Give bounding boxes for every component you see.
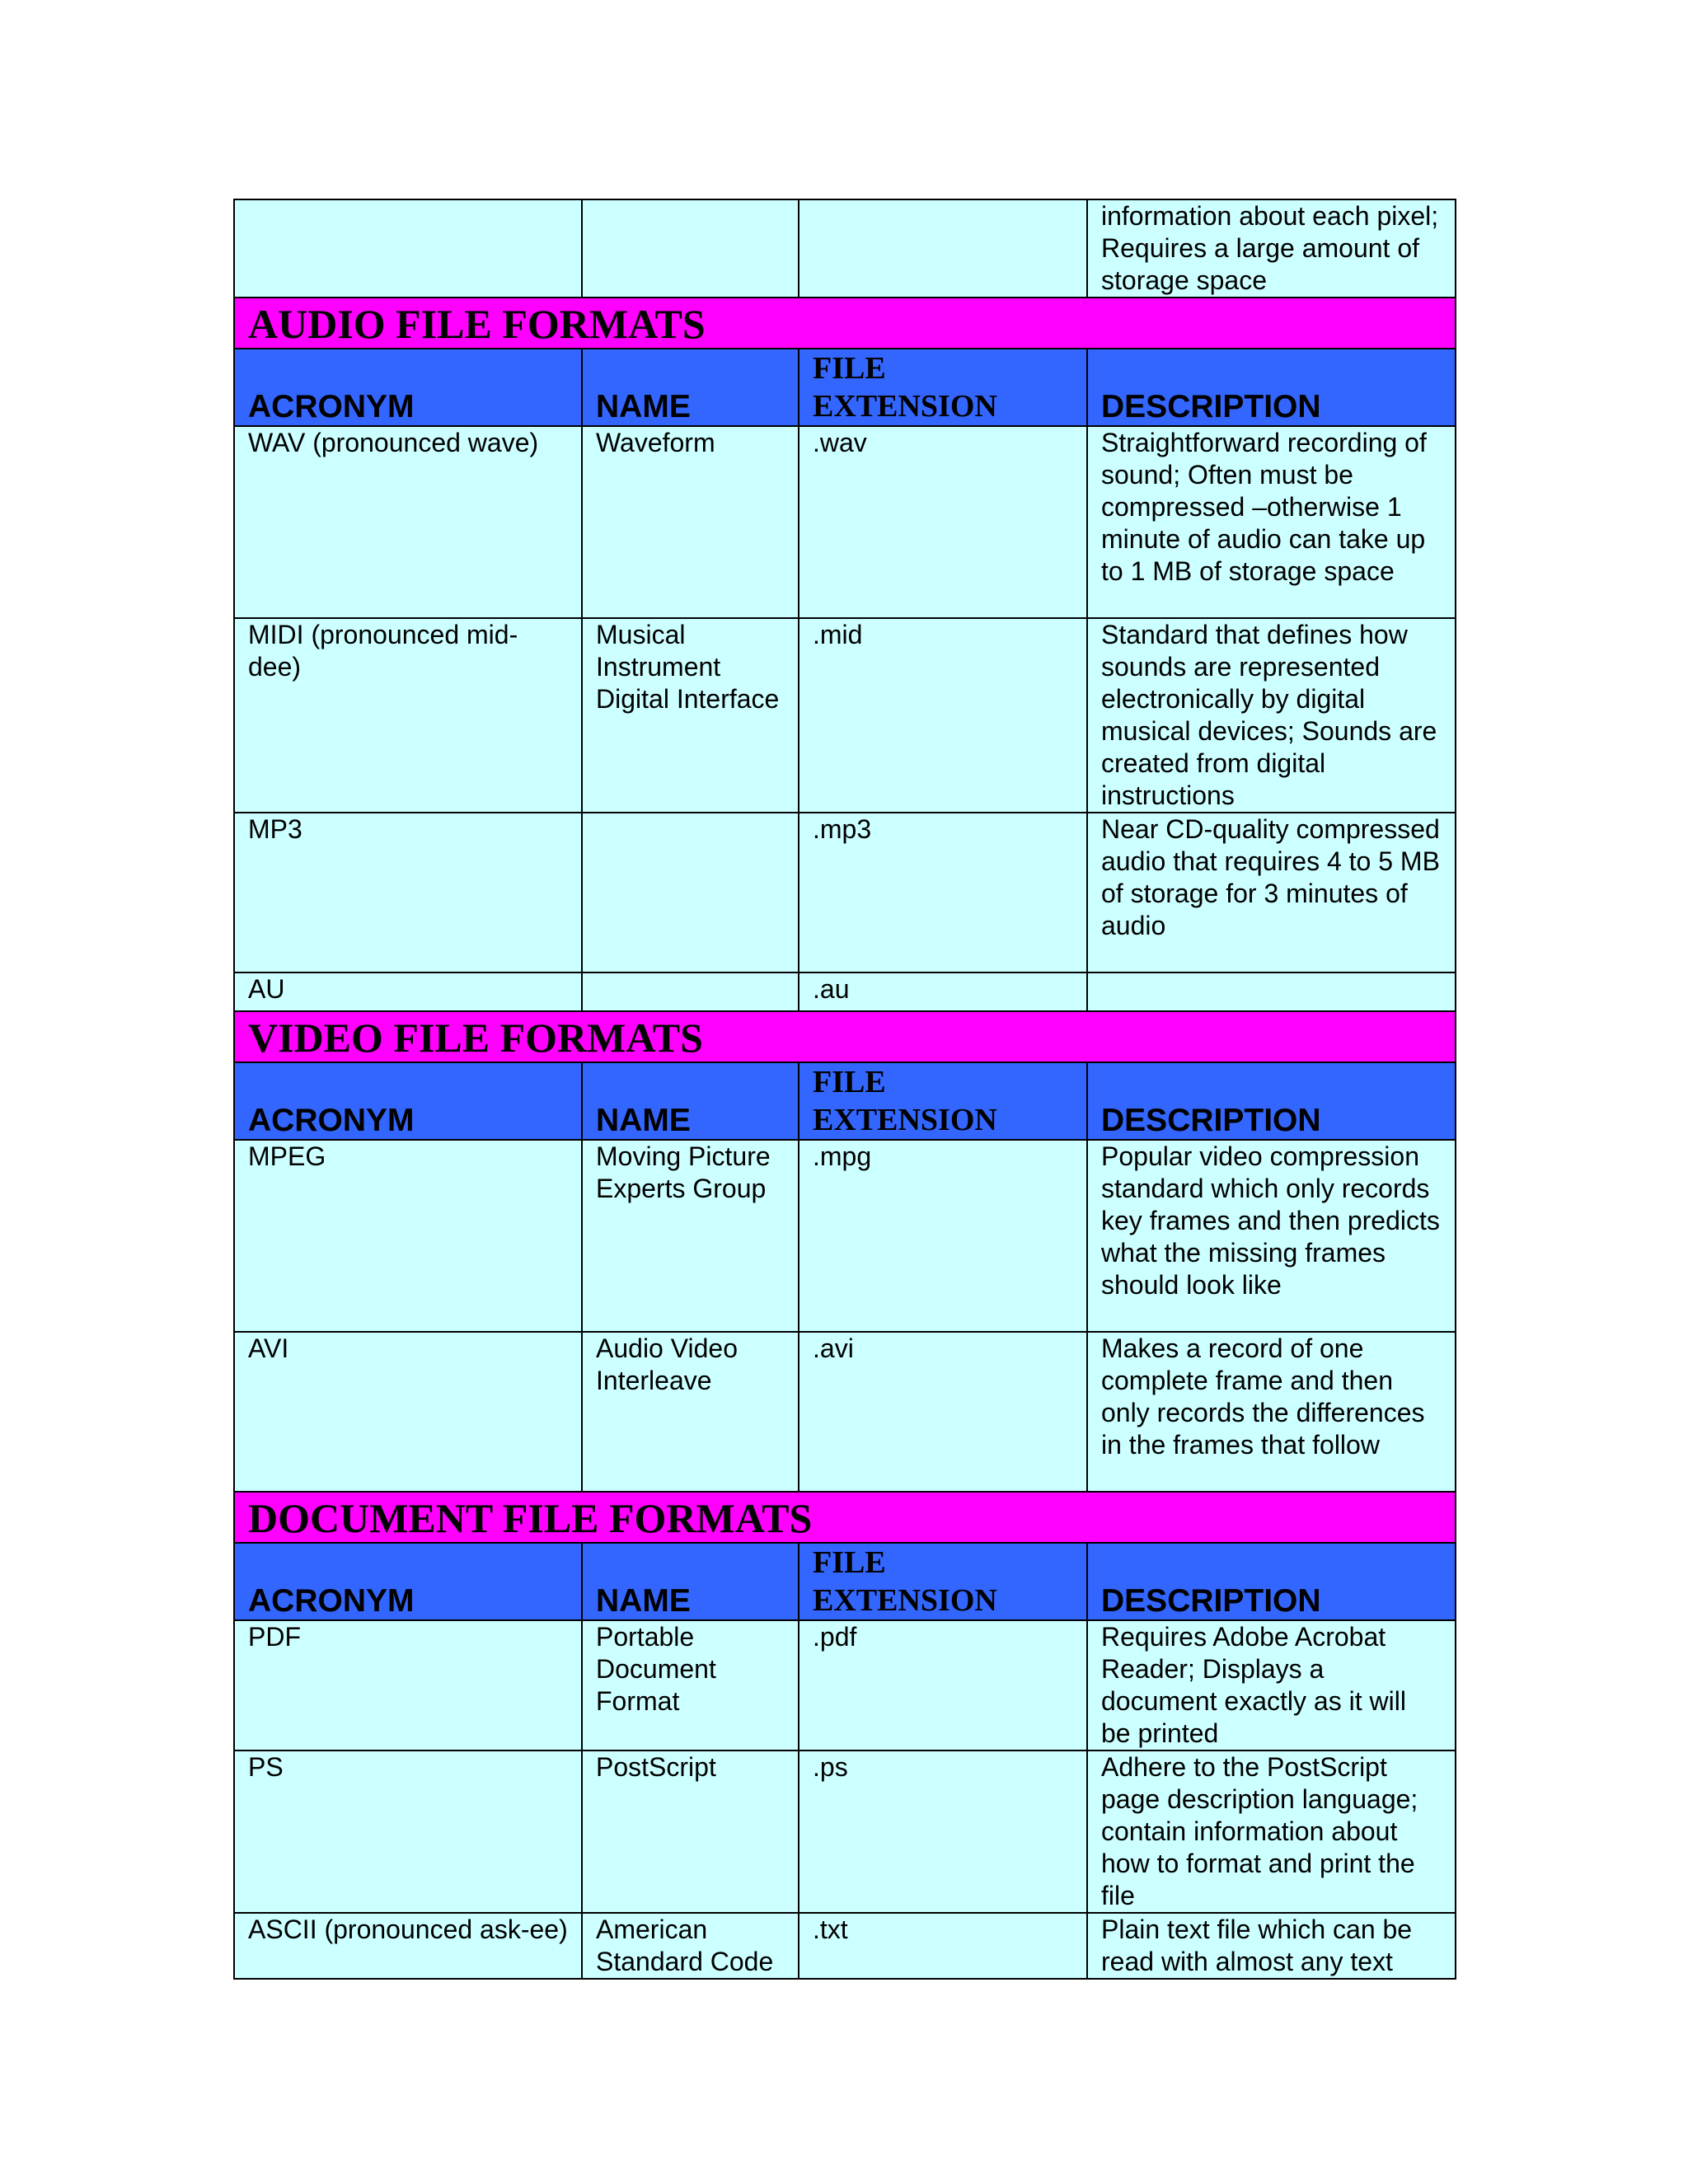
acronym-cell: PDF — [234, 1620, 582, 1750]
name-cell: Moving Picture Experts Group — [582, 1140, 799, 1332]
video-header-row — [234, 1062, 1456, 1140]
extension-cell — [799, 199, 1087, 298]
table-row — [234, 972, 1456, 1011]
extension-cell: .wav — [799, 426, 1087, 618]
extension-cell: .pdf — [799, 1620, 1087, 1750]
name-header: NAME — [582, 349, 799, 426]
acronym-cell: PS — [234, 1750, 582, 1913]
name-cell: Portable Document Format — [582, 1620, 799, 1750]
acronym-cell: MIDI (pronounced mid-dee) — [234, 618, 582, 813]
video-section-heading — [234, 1011, 1456, 1062]
acronym-cell: MPEG — [234, 1140, 582, 1332]
table-row — [234, 1913, 1456, 1979]
description-header: DESCRIPTION — [1087, 349, 1456, 426]
acronym-header: ACRONYM — [234, 1062, 582, 1140]
name-header: NAME — [582, 1062, 799, 1140]
description-cell: Standard that defines how sounds are represented electronically by digital musical devices; Sounds are created from digital instructions — [1087, 618, 1456, 813]
audio-section-heading — [234, 298, 1456, 349]
name-cell: Waveform — [582, 426, 799, 618]
document-section-heading — [234, 1492, 1456, 1543]
acronym-header: ACRONYM — [234, 349, 582, 426]
acronym-cell: AU — [234, 972, 582, 1011]
table-row — [234, 1620, 1456, 1750]
table-row — [234, 426, 1456, 618]
name-cell — [582, 972, 799, 1011]
extension-header: FILE EXTENSION — [799, 349, 1087, 426]
description-cell: information about each pixel; Requires a large amount of storage space — [1087, 199, 1456, 298]
name-cell: PostScript — [582, 1750, 799, 1913]
audio-header-row — [234, 349, 1456, 426]
extension-header: FILE EXTENSION — [799, 1062, 1087, 1140]
document-header-row — [234, 1543, 1456, 1620]
extension-cell: .ps — [799, 1750, 1087, 1913]
acronym-cell: AVI — [234, 1332, 582, 1492]
table-row — [234, 1140, 1456, 1332]
description-cell: Makes a record of one complete frame and then only records the differences in the frames that follow — [1087, 1332, 1456, 1492]
name-cell: Musical Instrument Digital Interface — [582, 618, 799, 813]
table-row — [234, 813, 1456, 972]
description-cell: Requires Adobe Acrobat Reader; Displays a document exactly as it will be printed — [1087, 1620, 1456, 1750]
extension-cell: .txt — [799, 1913, 1087, 1979]
table-row — [234, 618, 1456, 813]
description-header: DESCRIPTION — [1087, 1543, 1456, 1620]
section-title: AUDIO FILE FORMATS — [234, 298, 1456, 349]
section-title: VIDEO FILE FORMATS — [234, 1011, 1456, 1062]
extension-cell: .mpg — [799, 1140, 1087, 1332]
name-cell: Audio Video Interleave — [582, 1332, 799, 1492]
name-cell: American Standard Code — [582, 1913, 799, 1979]
extension-cell: .mid — [799, 618, 1087, 813]
acronym-cell — [234, 199, 582, 298]
description-cell: Popular video compression standard which only records key frames and then predicts what the missing frames should look like — [1087, 1140, 1456, 1332]
acronym-cell: MP3 — [234, 813, 582, 972]
description-cell: Straightforward recording of sound; Often must be compressed –otherwise 1 minute of audio can take up to 1 MB of storage space — [1087, 426, 1456, 618]
description-header: DESCRIPTION — [1087, 1062, 1456, 1140]
table-row — [234, 1332, 1456, 1492]
section-title: DOCUMENT FILE FORMATS — [234, 1492, 1456, 1543]
description-cell: Adhere to the PostScript page description language; contain information about how to format and print the file — [1087, 1750, 1456, 1913]
acronym-header: ACRONYM — [234, 1543, 582, 1620]
description-cell: Near CD-quality compressed audio that requires 4 to 5 MB of storage for 3 minutes of audio — [1087, 813, 1456, 972]
name-header: NAME — [582, 1543, 799, 1620]
description-cell — [1087, 972, 1456, 1011]
description-cell: Plain text file which can be read with almost any text — [1087, 1913, 1456, 1979]
extension-cell: .avi — [799, 1332, 1087, 1492]
extension-cell: .au — [799, 972, 1087, 1011]
file-formats-table — [233, 199, 1456, 1980]
table-row — [234, 1750, 1456, 1913]
extension-cell: .mp3 — [799, 813, 1087, 972]
extension-header: FILE EXTENSION — [799, 1543, 1087, 1620]
name-cell — [582, 199, 799, 298]
name-cell — [582, 813, 799, 972]
acronym-cell: ASCII (pronounced ask-ee) — [234, 1913, 582, 1979]
continued-row — [234, 199, 1456, 298]
acronym-cell: WAV (pronounced wave) — [234, 426, 582, 618]
